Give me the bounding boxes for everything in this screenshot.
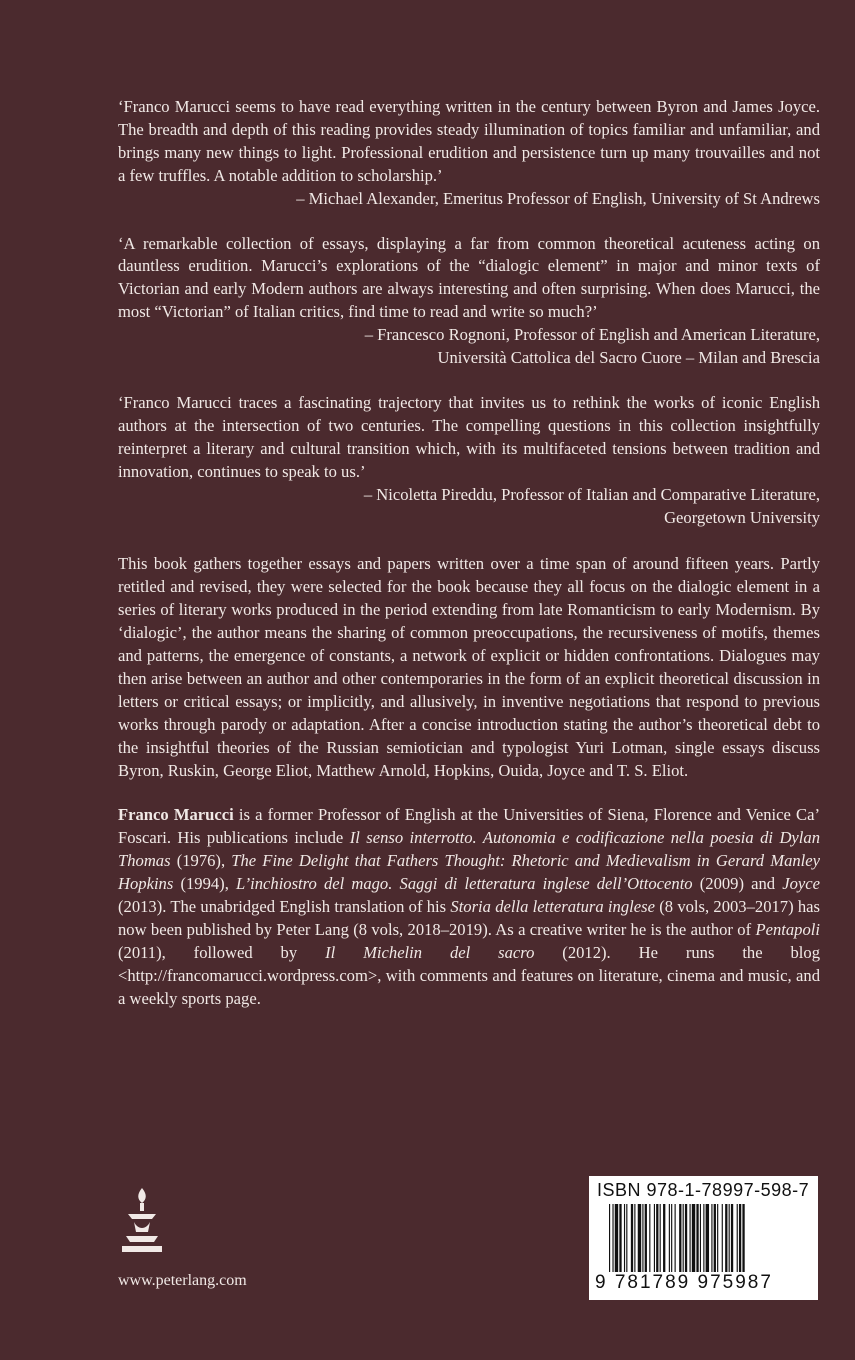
bio-title: Joyce — [782, 874, 820, 894]
quote-attribution: – Michael Alexander, Emeritus Professor of English, University of St Andrews — [296, 188, 820, 208]
review-quote-1 — [118, 96, 820, 211]
quote-text: ‘A remarkable collection of essays, displaying a far from common theoretical acuteness acting on dauntless erudition. Marucci’s explorations of the “dialogic element” in major and minor texts of Victorian and early Modern authors are always interesting and often surprising. When does Marucci, the most “Victorian” of Italian critics, find time to read and write so much?’ — [118, 233, 820, 322]
bio-text: (2011), followed by — [118, 942, 326, 962]
book-description: This book gathers together essays and papers written over a time span of around fifteen years. Partly retitled and revised, they were selected for the book because they all focus on the dialogic element in a series of literary works produced in the period extending from late Romanticism to early Modernism. By ‘dialogic’, the author means the sharing of common preoccupations, the recursiveness of motifs, themes and patterns, the emergence of constants, a network of explicit or hidden confrontations. Dialogues may then arise between an author and other contemporaries in the form of an explicit theoretical discussion in letters or critical essays; or implicitly, and allusively, in inventive negotiations that respond to previous works through parody or adaptation. After a concise introduction stating the author’s theoretical debt to the insightful theories of the Russian semiotician and typologist Yuri Lotman, single essays discuss Byron, Ruskin, George Eliot, Matthew Arnold, Hopkins, Ouida, Joyce and T. S. Eliot. — [118, 554, 820, 780]
barcode-bar — [609, 1204, 610, 1272]
isbn-label: ISBN 978-1-78997-598-7 — [597, 1180, 810, 1200]
barcode-bar — [731, 1204, 733, 1272]
barcode-bar — [612, 1204, 613, 1272]
quote-text: ‘Franco Marucci traces a fascinating trajectory that invites us to rethink the works of iconic English authors at the intersection of two centuries. The compelling questions in this collection insightfully reinterpret a literary and cultural transition which, with its multifaceted tensions between tradition and innovation, continues to speak to us.’ — [118, 392, 820, 481]
bio-title: Il senso interrotto. Autonomia e codificazione nella poesia di Dylan Thomas — [118, 828, 820, 871]
barcode-bar — [624, 1204, 625, 1272]
quote-text: ‘Franco Marucci seems to have read everything written in the century between Byron and James Joyce. The breadth and depth of this reading provides steady illumination of topics familiar and unfamiliar, and brings many new things to light. Professional erudition and persistence turn up many trouvailles and not a few truffles. A notable addition to scholarship.’ — [118, 97, 820, 185]
barcode-bar — [638, 1204, 641, 1272]
bio-title: Pentapoli — [755, 920, 820, 939]
barcode-bar — [615, 1204, 618, 1272]
peter-lang-logo-icon — [118, 1186, 166, 1258]
barcode-bar — [722, 1204, 723, 1272]
barcode-bar — [656, 1204, 658, 1272]
bio-text: is a former Professor of English at the Universities of Siena, Florence and Venice Ca’ Foscari. His publications include — [118, 805, 821, 848]
barcode — [607, 1204, 812, 1272]
review-quote-2 — [118, 233, 820, 370]
barcode-digits: 9 781789 975987 — [595, 1272, 773, 1293]
quote-attribution-affiliation: Università Cattolica del Sacro Cuore – Milan and Brescia — [437, 348, 820, 368]
barcode-bar — [654, 1204, 655, 1272]
barcode-bar — [737, 1204, 738, 1272]
bio-title: Il Michelin del sacro — [325, 942, 535, 962]
back-cover-text — [118, 96, 820, 1011]
isbn-barcode-box — [589, 1176, 818, 1300]
author-name: Franco Marucci — [118, 805, 234, 825]
barcode-bar — [717, 1204, 718, 1272]
barcode-bar — [619, 1204, 621, 1272]
barcode-bar — [714, 1204, 716, 1272]
bio-text: (2013). The unabridged English translation of his — [118, 897, 451, 917]
barcode-bar — [742, 1204, 744, 1272]
quote-attribution: – Francesco Rognoni, Professor of English and American Literature, — [364, 325, 820, 345]
barcode-bar — [690, 1204, 691, 1272]
barcode-bar — [642, 1204, 643, 1272]
barcode-bar — [660, 1204, 661, 1272]
barcode-bar — [729, 1204, 730, 1272]
barcode-bar — [675, 1204, 676, 1272]
barcode-bar — [739, 1204, 741, 1272]
barcode-bar — [692, 1204, 695, 1272]
bio-text: (1994), — [173, 874, 236, 894]
bio-title: The Fine Delight that Fathers Thought: Rhetoric and Medievalism in Gerard Manley Hopkins — [118, 851, 820, 894]
barcode-bar — [685, 1204, 687, 1272]
bio-title: L’inchiostro del mago. Saggi di letteratura inglese dell’Ottocento — [235, 874, 693, 894]
review-quote-3 — [118, 392, 820, 529]
barcode-bar — [706, 1204, 709, 1272]
barcode-bar — [649, 1204, 650, 1272]
barcode-bar — [679, 1204, 681, 1272]
barcode-bar — [671, 1204, 672, 1272]
barcode-bar — [683, 1204, 684, 1272]
barcode-bar — [703, 1204, 704, 1272]
barcode-bar — [725, 1204, 727, 1272]
bio-text: (8 vols, 2003–2017) has now been published by Peter Lang (8 vols, 2018–2019). As a creative writer he is the author of — [118, 897, 820, 939]
barcode-bar — [634, 1204, 635, 1272]
bio-title: Storia della letteratura inglese — [450, 897, 655, 917]
barcode-bar — [711, 1204, 712, 1272]
barcode-bar — [700, 1204, 701, 1272]
quote-attribution-affiliation: Georgetown University — [664, 507, 820, 527]
publisher-website[interactable]: www.peterlang.com — [118, 1272, 247, 1289]
barcode-bar — [631, 1204, 633, 1272]
barcode-bar — [645, 1204, 647, 1272]
bio-text: (2009) and — [692, 874, 783, 894]
barcode-bar — [696, 1204, 698, 1272]
barcode-bar — [626, 1204, 627, 1272]
barcode-bar — [663, 1204, 665, 1272]
bio-text: (2012). He runs the blog <http://francomarucci.wordpress.com>, with comments and features on literature, cinema and music, and a weekly sports page. — [118, 942, 820, 1008]
bio-text: (1976), — [170, 851, 232, 871]
author-bio — [118, 804, 820, 1010]
barcode-bar — [669, 1204, 670, 1272]
quote-attribution: – Nicoletta Pireddu, Professor of Italian and Comparative Literature, — [363, 484, 820, 504]
